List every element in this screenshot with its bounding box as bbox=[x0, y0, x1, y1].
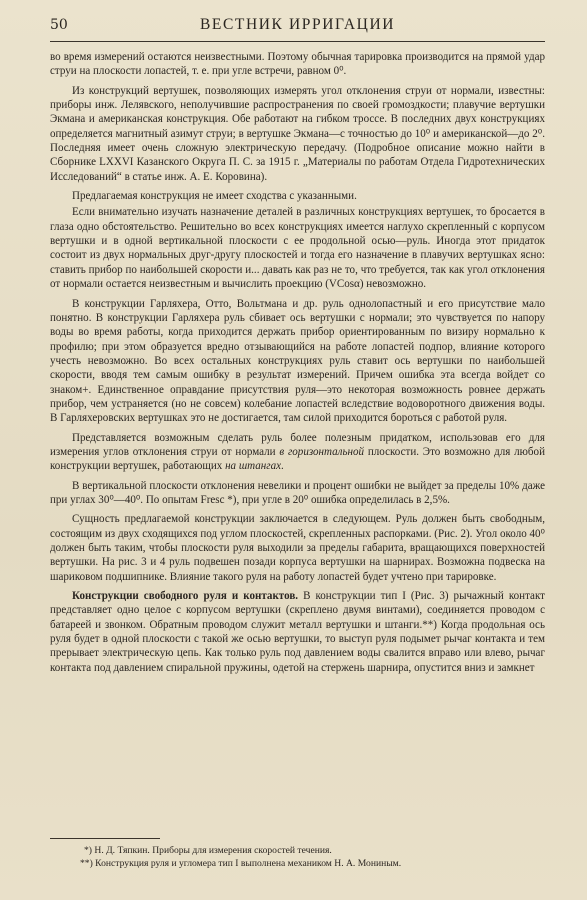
article-body bbox=[50, 50, 545, 675]
paragraph-text: Представляется возможным сделать руль более полезным придатком, использовав его для измерения углов отклонения струи от нормали bbox=[50, 431, 545, 458]
paragraph bbox=[50, 431, 545, 474]
emphasis-text: на штангах bbox=[225, 460, 282, 473]
footnote: *) Н. Д. Тяпкин. Приборы для измерения скоростей течения. bbox=[84, 845, 332, 856]
paragraph-text: В конструкции тип I (Рис. 3) рычажный контакт представляет одно целое с корпусом вертушки (скреплено двумя винтами), соединяется проводом с батареей и звонком. Обратным проводом служит металл вертушки и штанги.**) Когда продольная ось руля будет в одной плоскости с такой же осью вертушки, то выступ руля подымет рычаг контакта и тем прерывает электрическую цепь. Как только руль под давлением воды свалится вправо или влево, рычаг контакта под давлением спиральной пружины, одетой на стержень шарнира, опустится вниз и замкнет bbox=[50, 590, 545, 674]
paragraph: Из конструкций вертушек, позволяющих измерять угол отклонения струи от нормали, известны: приборы инж. Лелявского, неполучившие распространения по своей громоздкости; плавучие вертушки Экмана и американская конструкция. Обе работают на гибком троссе. В последних двух конструкциях определяется магнитный азимут струи; в вертушке Экмана—с точностью до 10⁰ и американской—до 2⁰. Последняя имеет очень сложную электрическую передачу. (Подробное описание можно найти в Сборнике LXXVI Казанского Округа П. С. за 1915 г. „Материалы по работам Отдела Гидротехнических Исследований“ в статье инж. А. Е. Коровина). bbox=[50, 84, 545, 183]
paragraph: Предлагаемая конструкция не имеет сходства с указанными. bbox=[72, 190, 357, 203]
paragraph: В конструкции Гарляхера, Отто, Вольтмана и др. руль однолопастный и его присутствие мало понятно. В конструкции Гарляхера руль сбивает ось вертушки с нормали; это чувствуется по напору воды во время работы, когда приходится держать прибор ориентированным по визиру нормально к профилю; при этом образуется вредно отзывающийся на работе лопастей подпор, влияние которого учесть невозможно. Во всех остальных конструкциях руль ставит ось вертушки по наибольшей скорости, вводя тем самым ошибку в результат измерений. Причем ошибка эта всегда войдет со знаком+. Единственное оправдание присутствия руля—это некоторая возможность ровнее держать прибор, чем устраняется (но не совсем) колебание лопастей вследствие водоворотного движения воды. В Гарляхеровских вертушках это не достигается, там силой приходится бороться с работой руля. bbox=[50, 297, 545, 425]
journal-title: ВЕСТНИК ИРРИГАЦИИ bbox=[199, 16, 396, 33]
paragraph-text: плоскости. Это возможно для любой конструкции вертушек, работающих bbox=[50, 445, 545, 473]
running-header bbox=[50, 16, 545, 42]
paragraph-text: . bbox=[281, 460, 284, 473]
page-number: 50 bbox=[50, 17, 68, 33]
emphasis-text: в горизонтальной bbox=[279, 445, 365, 458]
paragraph: во время измерений остаются неизвестными. Поэтому обычная тарировка производится на прямой удар струи на плоскости лопастей, т. е. при угле встречи, равном 0⁰. bbox=[50, 51, 545, 78]
paragraph bbox=[50, 589, 545, 675]
paragraph: Если внимательно изучать назначение деталей в различных конструкциях вертушек, то бросается в глаза одно обстоятельство. Решительно во всех конструкциях имеется наглухо скрепленный с корпусом вертушки и в одной вертикальной плоскости с ее продольной осью—руль. Иногда этот придаток состоит из двух нормальных друг-другу плоскостей и тогда его назначение в плавучих вертушках ясно: ставить прибор по наибольшей скорости и... давать как раз не то, что требуется, так как угол отклонения от нормали остается неизвестным и вычислить проекцию (VCosα) невозможно. bbox=[50, 206, 545, 291]
section-heading: Конструкции свободного руля и контактов. bbox=[72, 590, 299, 603]
footnotes bbox=[50, 838, 402, 869]
paragraph: Сущность предлагаемой конструкции заключается в следующем. Руль должен быть свободным, состоящим из двух сходящихся под углом плоскостей, скрепленных распорками. (Рис. 2). Угол около 40⁰ должен быть таким, чтобы плоскости руля выходили за пределы габарита, вращающихся поверхностей вертушки. На рис. 3 и 4 руль подвешен позади корпуса вертушки на шарнирах. Возможна подвеска на шариковом подшипнике. Влияние такого руля на работу лопастей будет учтено при тарировке. bbox=[50, 513, 545, 583]
paragraph: В вертикальной плоскости отклонения невелики и процент ошибки не выйдет за пределы 10% даже при углах 30⁰—40⁰. По опытам Fresc *), при угле в 20⁰ ошибка определилась в 2,5%. bbox=[50, 479, 545, 506]
footnote: **) Конструкция руля и угломера тип I выполнена механиком Н. А. Мониным. bbox=[80, 858, 402, 869]
